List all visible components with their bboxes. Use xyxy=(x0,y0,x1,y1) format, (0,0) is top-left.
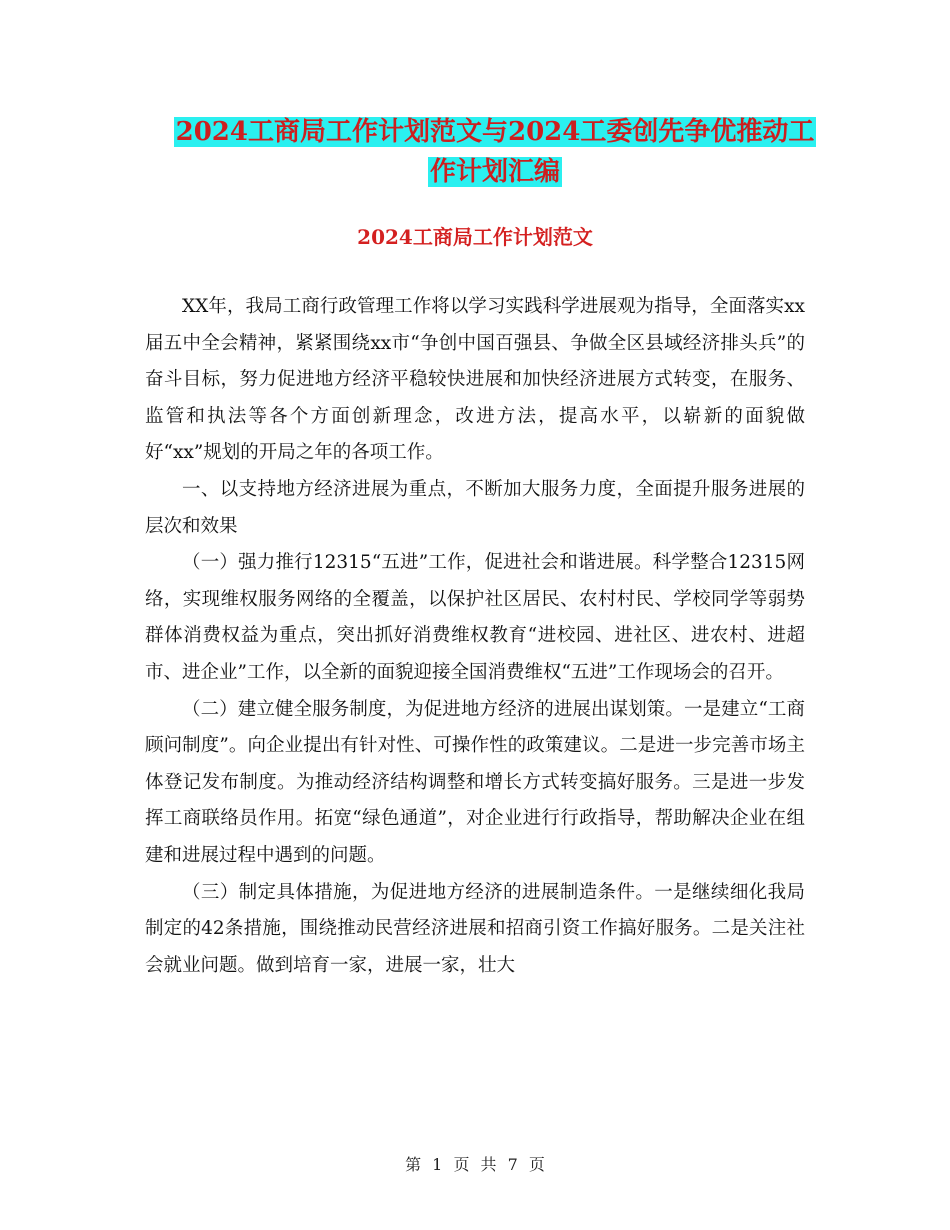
document-body xyxy=(145,289,805,984)
paragraph-item-3: （三）制定具体措施，为促进地方经济的进展制造条件。一是继续细化我局制定的42条措施，围绕推动民营经济进展和招商引资工作搞好服务。二是关注社会就业问题。做到培育一家，进展一家，壮大 xyxy=(145,881,805,976)
paragraph-item-1: （一）强力推行12315“五进”工作，促进社会和谐进展。科学整合12315网络，实现维权服务网络的全覆盖，以保护社区居民、农村村民、学校同学等弱势群体消费权益为重点，突出抓好消费维权教育“进校园、进社区、进农村、进超市、进企业”工作，以全新的面貌迎接全国消费维权“五进”工作现场会的召开。 xyxy=(145,552,805,683)
title-line-1: 2024工商局工作计划范文与2024工委创先争优推动工 xyxy=(175,117,815,147)
title-line-2: 作计划汇编 xyxy=(429,157,560,187)
paragraph-intro: XX年，我局工商行政管理工作将以学习实践科学进展观为指导，全面落实xx届五中全会精神，紧紧围绕xx市“争创中国百强县、争做全区县域经济排头兵”的奋斗目标，努力促进地方经济平稳较快进展和加快经济进展方式转变，在服务、监管和执法等各个方面创新理念，改进方法，提高水平，以崭新的面貌做好“xx”规划的开局之年的各项工作。 xyxy=(145,296,805,464)
section-title: 2024工商局工作计划范文 xyxy=(357,225,593,249)
paragraph-heading-1: 一、以支持地方经济进展为重点，不断加大服务力度，全面提升服务进展的层次和效果 xyxy=(145,478,805,537)
paragraph-item-2: （二）建立健全服务制度，为促进地方经济的进展出谋划策。一是建立“工商顾问制度”。向企业提出有针对性、可操作性的政策建议。二是进一步完善市场主体登记发布制度。为推动经济结构调整和增长方式转变搞好服务。三是进一步发挥工商联络员作用。拓宽“绿色通道”，对企业进行行政指导，帮助解决企业在组建和进展过程中遇到的问题。 xyxy=(145,698,805,866)
document-title xyxy=(145,112,845,192)
page-footer: 第 1 页 共 7 页 xyxy=(405,1155,545,1174)
